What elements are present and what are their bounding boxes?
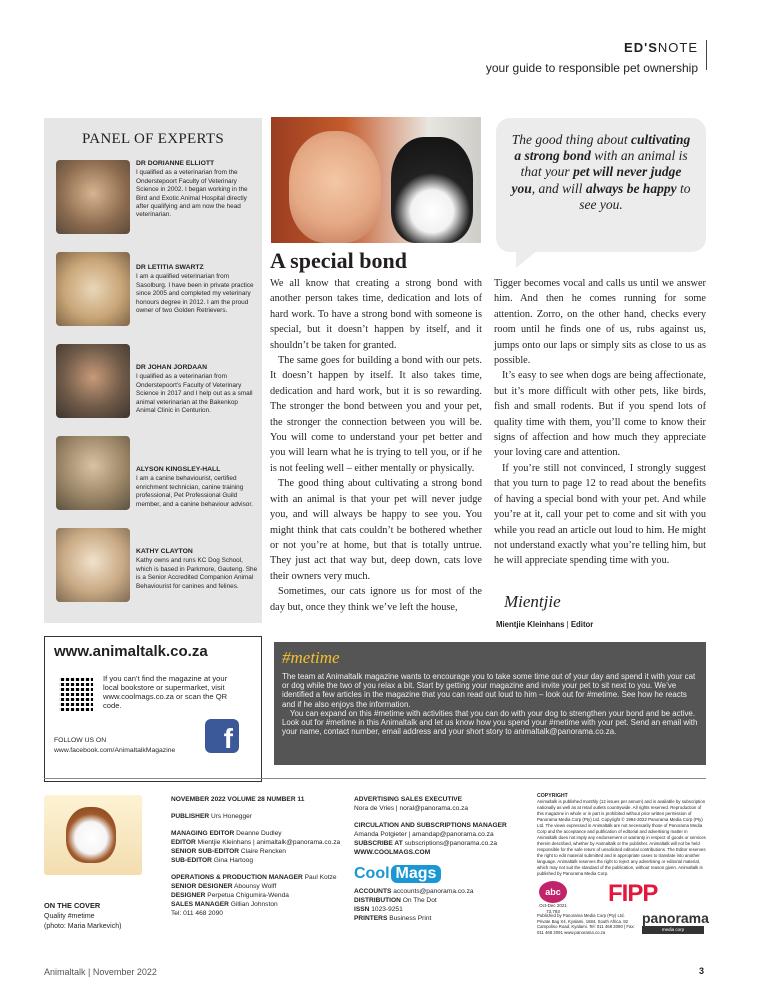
credit-row: SENIOR SUB-EDITOR Claire Rencken <box>171 848 286 855</box>
credit-row: PUBLISHER Urs Honegger <box>171 813 252 820</box>
article-title: A special bond <box>270 248 407 273</box>
expert-photo <box>56 528 130 602</box>
expert-name: DR LETITIA SWARTZ <box>136 264 204 271</box>
credit-row: DESIGNER Perpetua Chigumira-Wenda <box>171 892 289 899</box>
paragraph: If you’re still not convinced, I strongly suggest that you turn to page 12 to read about the benefits of having a special bond with your pet. And while you’re at it, call your pet to come and sit with you while you read an article out loud to him. He might not understand exactly what you’re telling him, but he will appreciate spending time with you. <box>494 462 706 567</box>
publisher-address: Published by Panorama Media Corp (Pty) Ltd. Private Bag X4, Kyalami, 1684, South Africa. 92 Campolino Road, Kyalami. Tel: 011 468 2090 | Fax: 011 468 2091 www.panorama.co.za <box>537 913 635 935</box>
expert-photo <box>56 436 130 510</box>
expert-bio: I qualified as a veterinarian from the Onderstepoort Faculty of Veterinary Science in 2002. I began working in the Bird and Exotic Animal Hospital directly after qualifying and am now the head veterinarian. <box>136 169 248 219</box>
abc-caption: Oct-Dec 2021 73,793 <box>539 903 567 914</box>
expert-photo <box>56 160 130 234</box>
website-box <box>44 636 262 782</box>
credit-row: ACCOUNTS accounts@panorama.co.za <box>354 888 474 895</box>
metime-body <box>282 672 700 736</box>
masthead-credits <box>171 795 341 918</box>
credit-row: OPERATIONS & PRODUCTION MANAGER Paul Kotze <box>171 874 337 881</box>
follow-us <box>54 736 175 756</box>
credit-value: Nora de Vries | noral@panorama.co.za <box>354 805 469 812</box>
pull-quote: The good thing about cultivating a strong bond with an animal is that your pet will never judge you, and will always be happy to see you. <box>511 132 691 212</box>
expert-name: DR JOHAN JORDAAN <box>136 364 207 371</box>
website-link[interactable]: www.animaltalk.co.za <box>54 643 208 660</box>
credit-row: SALES MANAGER Gillian Johnston <box>171 901 278 908</box>
paragraph: It’s easy to see when dogs are being affectionate, but it’s more difficult with other pets, like birds, fish and small rodents. But if you spend lots of quality time with them, you’ll come to know their signs of affection and how much they appreciate your loving care and attention. <box>494 370 706 459</box>
paragraph: You can expand on this #metime with activities that you can do with your dog to strengthen your bond and be active. Look out for #metime in this Animaltalk and let us know how you spend your #metime with your pet. Send an email with your name, contact number, email address and your short story to animaltalk@panorama.co.za. <box>282 708 698 737</box>
credit-row: MANAGING EDITOR Deanne Dudley <box>171 830 282 837</box>
coolmags-logo: Cool Mags <box>354 865 441 883</box>
credit-row: SUBSCRIBE AT subscriptions@panorama.co.za <box>354 840 498 847</box>
editor-byline: Mientjie Kleinhans | Editor <box>496 620 594 629</box>
expert-name: DR DORIANNE ELLIOTT <box>136 160 215 167</box>
facebook-icon[interactable]: f <box>205 719 239 753</box>
pull-quote-bubble <box>496 118 706 252</box>
panorama-logo: panorama <box>642 910 709 926</box>
panel-of-experts <box>44 118 262 623</box>
paragraph: Sometimes, our cats ignore us for most of the day but, once they think we’ve left the house, <box>270 586 482 613</box>
footer-divider <box>44 778 706 779</box>
website-info: If you can’t find the magazine at your local bookstore or supermarket, visit www.coolmags.co.za or scan the QR code. <box>103 674 228 710</box>
coolmags-url[interactable]: WWW.COOLMAGS.COM <box>354 849 431 856</box>
expert-bio: I qualified as a veterinarian from Onderstepoort's Faculty of Veterinary Science in 2017 and I help out as a small animal veterinarian at the Bakenkop Animal Clinic in Centurion. <box>136 373 253 415</box>
dog-figure <box>66 807 116 863</box>
editor-signature: Mientjie <box>504 592 561 611</box>
issue-line: NOVEMBER 2022 VOLUME 28 NUMBER 11 <box>171 796 305 803</box>
article-column-1 <box>270 276 482 615</box>
fipp-logo: FIPP <box>608 880 658 907</box>
copyright-text: Animaltalk is published monthly (12 issues per annum) and is available by subscription nationally as well as at retail outlets countrywide. All rights reserved. Reproduction of this magazine in whole or in part is prohibited without prior written permission of Panorama Media Corp (Pty) Ltd. Copyright © 1994-2022 Panorama Media Corp (Pty) Ltd. The views expressed in Animaltalk are not necessarily those of Panorama Media Corp and the acceptance and publication of editorial and advertising matter in Animaltalk does not imply any endorsement or warranty in respect of goods or services therein described, whether by Animaltalk or the publisher. Animaltalk will not be held responsible for the safe return of unsolicited editorial contributions. The Editor reserves the right to edit material submitted and in appropriate cases to translate into another language. Animaltalk reserves the right to reject any advertising or editorial material, which may not suit the standard of the publication, without reason given. Animaltalk is published by Panorama Media Corp. <box>537 799 706 876</box>
follow-label: FOLLOW US ON <box>54 737 107 744</box>
expert-bio: I am a canine behaviourist, certified enrichment technician, canine training professional, Pet Professional Guild member, and a canine behaviour advisor. <box>136 475 253 508</box>
editor-with-cat-photo <box>271 117 481 243</box>
telephone: Tel: 011 468 2090 <box>171 910 223 917</box>
metime-title: #metime <box>282 648 340 667</box>
header-divider <box>706 40 707 70</box>
paragraph: Tigger becomes vocal and calls us until we answer him. And then he comes running for some attention. Zorro, on the other hand, checks every room until he finds one of us, rubs against us, jumps onto our laps or simply sits as close to us as possible. <box>494 278 706 367</box>
expert-bio: I am a qualified veterinarian from Sasolburg. I have been in private practice since 2005 and completed my veterinary honours degree in 2012. I am the proud owner of two Golden Retrievers. <box>136 273 254 315</box>
sales-credits <box>354 795 524 923</box>
expert-photo <box>56 344 130 418</box>
credit-row: DISTRIBUTION On The Dot <box>354 897 437 904</box>
credit-row: SUB-EDITOR Gina Hartoog <box>171 857 253 864</box>
cat-figure <box>391 137 473 243</box>
credit-row: ISSN 1023-9251 <box>354 906 403 913</box>
panorama-logo-sub: media corp <box>642 926 704 934</box>
cover-photo <box>44 795 142 875</box>
paragraph: The good thing about cultivating a strong bond with an animal is that your pet will never judge you, and will always be happy to see you. You might think that cats couldn’t be bothered whether or not you’re at home, but that is totally untrue. They just act that way but, deep down, cats love their owners very much. <box>270 478 482 582</box>
credit-key: ADVERTISING SALES EXECUTIVE <box>354 796 463 803</box>
credit-row: EDITOR Mientjie Kleinhans | animaltalk@panorama.co.za <box>171 839 341 846</box>
paragraph: The team at Animaltalk magazine wants to encourage you to take some time out of your day and spend it with your cat or dog while the two of you relax a bit. Start by getting your magazine and invite your pet to sit next to you. We’ve identified a few articles in the magazine that you can read out loud to him – look out for #metime. See how he reacts and if he also enjoys the information. <box>282 672 696 709</box>
qr-code[interactable] <box>59 677 93 711</box>
expert-bio: Kathy owns and runs KC Dog School, which is based in Parkmore, Gauteng. She is a Senior Accredited Companion Animal Behaviourist for canines and felines. <box>136 557 258 590</box>
editor-face <box>289 131 381 243</box>
panel-title: PANEL OF EXPERTS <box>82 131 224 147</box>
article-column-2 <box>494 276 706 569</box>
expert-photo <box>56 252 130 326</box>
credit-value: Amanda Potgieter | amandap@panorama.co.za <box>354 831 494 838</box>
paragraph: The same goes for building a bond with our pets. It doesn’t happen by itself. It also takes time, dedication and hard work, but it is so rewarding. The stronger the bond between you and your pet, the stronger the connection between you will be. You will come to understand your pet better and you will learn what he is trying to tell you, or if he is not feeling well – either mentally or physically. <box>270 355 482 474</box>
facebook-link[interactable]: www.facebook.com/AnimaltalkMagazine <box>54 746 176 754</box>
expert-name: ALYSON KINGSLEY-HALL <box>136 466 221 473</box>
cover-label: ON THE COVER <box>44 901 101 910</box>
abc-logo: abc <box>539 881 567 903</box>
page-footer: Animaltalk | November 2022 <box>44 967 157 977</box>
page-number: 3 <box>699 966 705 976</box>
cover-credit: (photo: Maria Markevich) <box>44 922 122 930</box>
credit-row: SENIOR DESIGNER Abounsy Wolff <box>171 883 277 890</box>
paragraph: We all know that creating a strong bond with another person takes time, dedication and lots of hard work. To have a strong bond with someone is special, but it doesn’t happen by itself, and it shouldn’t be taken for granted. <box>270 278 482 351</box>
metime-box <box>274 642 706 765</box>
section-tagline: your guide to responsible pet ownership <box>485 61 698 75</box>
cover-description: Quality #metime <box>44 912 95 920</box>
credit-key: CIRCULATION AND SUBSCRIPTIONS MANAGER <box>354 822 507 829</box>
copyright-title: COPYRIGHT <box>537 793 568 799</box>
section-header <box>486 40 698 75</box>
cover-caption <box>44 901 121 931</box>
section-title: ED'SNOTE <box>624 40 698 55</box>
expert-name: KATHY CLAYTON <box>136 548 193 555</box>
credit-row: PRINTERS Business Print <box>354 915 432 922</box>
copyright-block <box>537 793 707 877</box>
